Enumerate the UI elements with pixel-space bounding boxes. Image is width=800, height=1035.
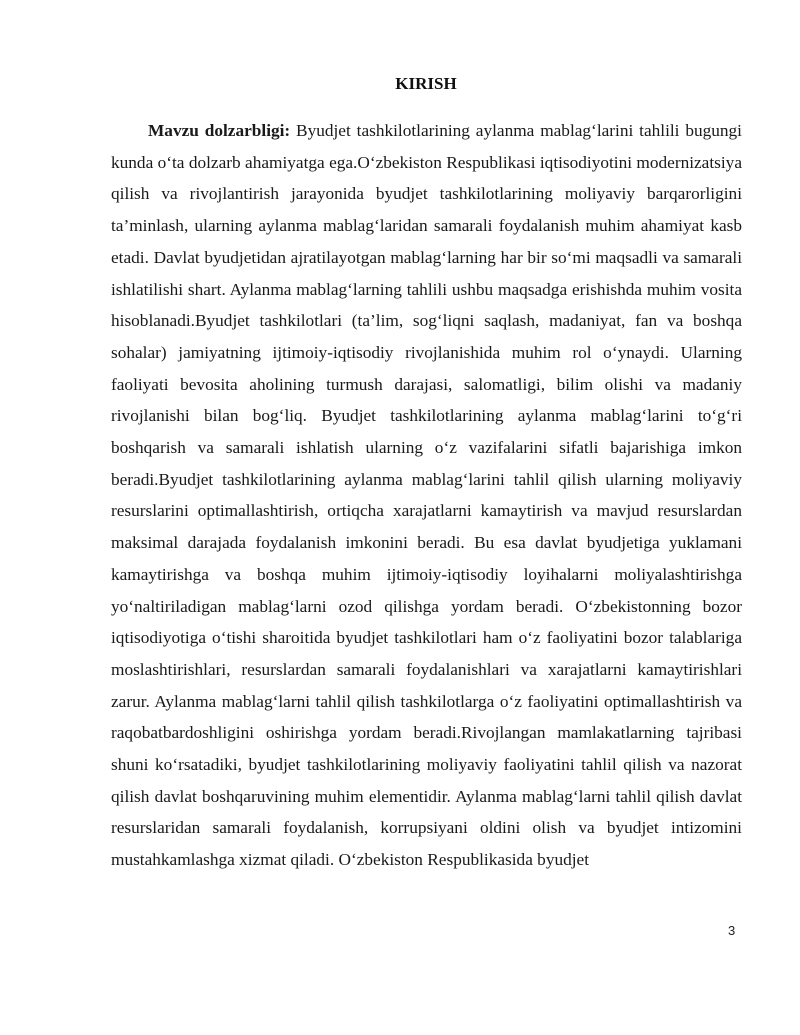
section-heading: KIRISH: [395, 74, 457, 93]
topic-relevance-label: Mavzu dolzarbligi:: [148, 121, 291, 140]
body-paragraph: [111, 115, 742, 876]
page-number: 3: [728, 923, 736, 938]
body-paragraph-text: Byudjet tashkilotlarining aylanma mablag‘larini tahlili bugungi kunda o‘ta dolzarb ahamiyatga ega.O‘zbekiston Respublikasi iqtisodiyotini modernizatsiya qilish va rivojlantirish jarayonida byudjet tashkilotlarining moliyaviy barqarorligini ta’minlash, ularning aylanma mablag‘laridan samarali foydalanish muhim ahamiyat kasb etadi. Davlat byudjetidan ajratilayotgan mablag‘larning har bir so‘mi maqsadli va samarali ishlatilishi shart. Aylanma mablag‘larning tahlili ushbu maqsadga erishishda muhim vosita hisoblanadi.Byudjet tashkilotlari (ta’lim, sog‘liqni saqlash, madaniyat, fan va boshqa sohalar) jamiyatning ijtimoiy-iqtisodiy rivojlanishida muhim rol o‘ynaydi. Ularning faoliyati bevosita aholining turmush darajasi, salomatligi, bilim olishi va madaniy rivojlanishi bilan bog‘liq. Byudjet tashkilotlarining aylanma mablag‘larini to‘g‘ri boshqarish va samarali ishlatish ularning o‘z vazifalarini sifatli bajarishiga imkon beradi.Byudjet tashkilotlarining aylanma mablag‘larini tahlil qilish ularning moliyaviy resurslarini optimallashtirish, ortiqcha xarajatlarni kamaytirish va mavjud resurslardan maksimal darajada foydalanish imkonini beradi. Bu esa davlat byudjetiga yuklamani kamaytirishga va boshqa muhim ijtimoiy-iqtisodiy loyihalarni moliyalashtirishga yo‘naltiriladigan mablag‘larni ozod qilishga yordam beradi. O‘zbekistonning bozor iqtisodiyotiga o‘tishi sharoitida byudjet tashkilotlari ham o‘z faoliyatini bozor talablariga moslashtirishlari, resurslardan samarali foydalanishlari va xarajatlarni kamaytirishlari zarur. Aylanma mablag‘larni tahlil qilish tashkilotlarga o‘z faoliyatini optimallashtirish va raqobatbardoshligini oshirishga yordam beradi.Rivojlangan mamlakatlarning tajribasi shuni ko‘rsatadiki, byudjet tashkilotlarining moliyaviy faoliyatini tahlil qilish va nazorat qilish davlat boshqaruvining muhim elementidir. Aylanma mablag‘larni tahlil qilish davlat resurslaridan samarali foydalanish, korrupsiyani oldini olish va byudjet intizomini mustahkamlashga xizmat qiladi. O‘zbekiston Respublikasida byudjet: [111, 121, 742, 870]
